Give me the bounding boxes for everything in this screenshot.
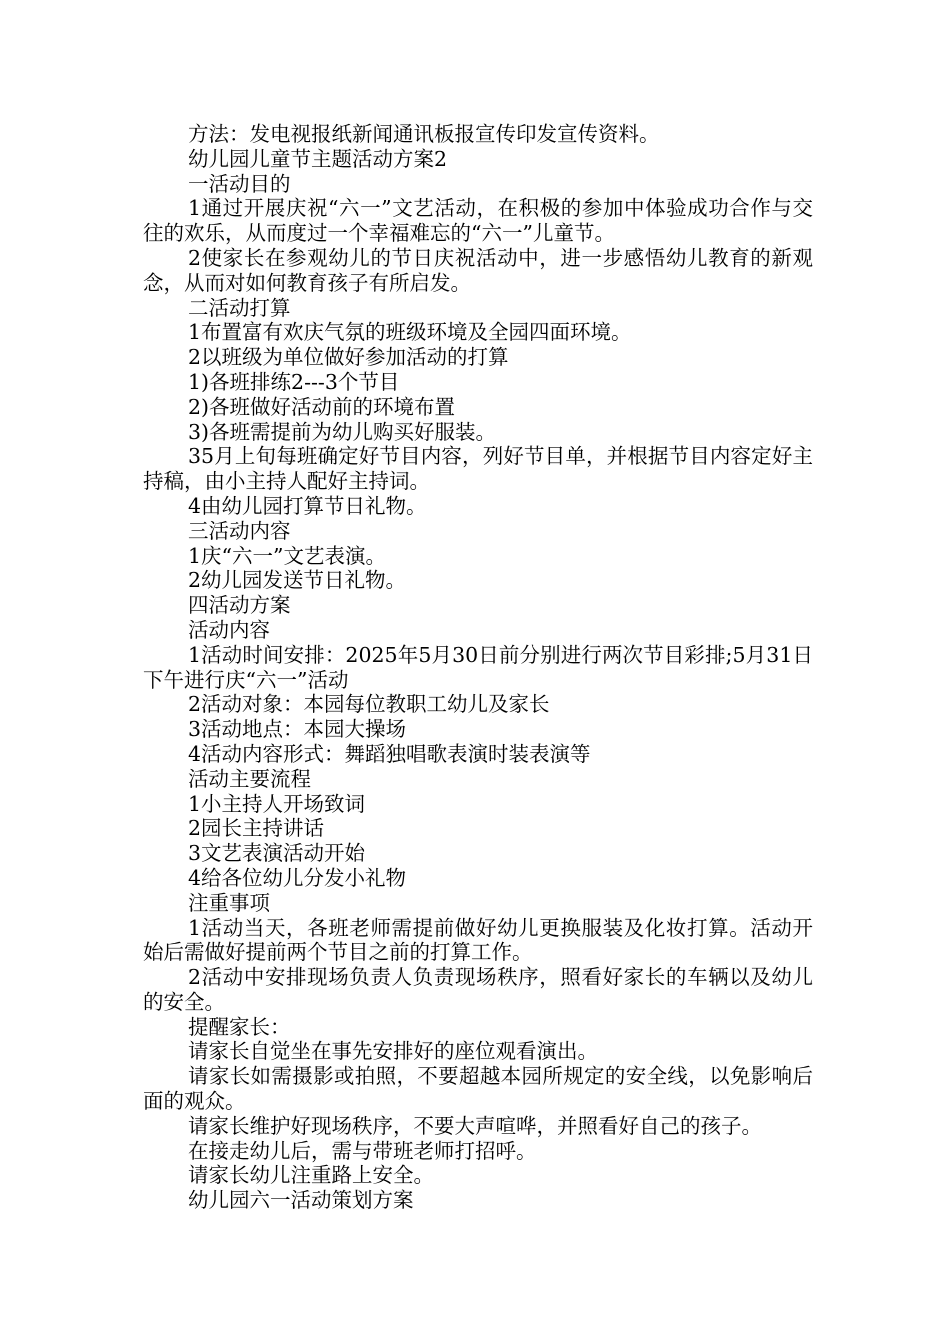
paragraph: 1庆“六一”文艺表演。 [188, 543, 387, 568]
section-heading: 三活动内容 [188, 518, 291, 543]
paragraph: 2活动对象：本园每位教职工幼儿及家长 [188, 692, 550, 717]
list-item: 2)各班做好活动前的环境布置 [188, 394, 456, 419]
subsection-heading: 注重事项 [188, 890, 270, 915]
paragraph: 1通过开展庆祝“六一”文艺活动，在积极的参加中体验成功合作与交往的欢乐，从而度过一个幸福难忘的“六一”儿童节。 [143, 196, 813, 246]
list-item: 2园长主持讲话 [188, 816, 325, 841]
paragraph: 2活动中安排现场负责人负责现场秩序，照看好家长的车辆以及幼儿的安全。 [143, 965, 813, 1014]
paragraph: 4活动内容形式：舞蹈独唱歌表演时装表演等 [188, 741, 591, 766]
subsection-heading: 活动内容 [188, 617, 270, 642]
paragraph: 方法：发电视报纸新闻通讯板报宣传印发宣传资料。 [188, 122, 660, 146]
paragraph: 在接走幼儿后，需与带班老师打招呼。 [188, 1138, 537, 1163]
list-item: 3文艺表演活动开始 [188, 841, 366, 866]
paragraph: 2幼儿园发送节日礼物。 [188, 568, 407, 593]
paragraph-heading: 幼儿园六一活动策划方案 [188, 1188, 414, 1213]
document-body [143, 122, 813, 1213]
paragraph: 请家长维护好现场秩序，不要大声喧哗，并照看好自己的孩子。 [188, 1113, 762, 1138]
paragraph: 1活动当天，各班老师需提前做好幼儿更换服装及化妆打算。活动开始后需做好提前两个节目之前的打算工作。 [143, 915, 813, 965]
paragraph: 请家长如需摄影或拍照，不要超越本园所规定的安全线，以免影响后面的观众。 [143, 1064, 813, 1114]
paragraph: 4由幼儿园打算节日礼物。 [188, 493, 427, 518]
subsection-heading: 提醒家长： [188, 1014, 291, 1039]
section-heading: 一活动目的 [188, 171, 291, 196]
section-heading: 四活动方案 [188, 593, 291, 618]
paragraph: 2以班级为单位做好参加活动的打算 [188, 345, 509, 370]
paragraph-heading: 幼儿园儿童节主题活动方案2 [188, 146, 448, 171]
section-heading: 二活动打算 [188, 295, 291, 320]
paragraph: 2使家长在参观幼儿的节日庆祝活动中，进一步感悟幼儿教育的新观念，从而对如何教育孩子有所启发。 [143, 245, 813, 295]
list-item: 1小主持人开场致词 [188, 791, 366, 816]
list-item: 1)各班排练2---3个节目 [188, 369, 400, 394]
list-item: 3)各班需提前为幼儿购买好服装。 [188, 419, 497, 444]
paragraph: 35月上旬每班确定好节目内容，列好节目单，并根据节目内容定好主持稿，由小主持人配好主持词。 [143, 444, 813, 494]
paragraph: 1活动时间安排：2025年5月30日前分别进行两次节目彩排;5月31日下午进行庆“六一”活动 [143, 642, 813, 692]
paragraph: 请家长幼儿注重路上安全。 [188, 1163, 434, 1188]
paragraph: 3活动地点：本园大操场 [188, 717, 407, 742]
subsection-heading: 活动主要流程 [188, 766, 311, 791]
paragraph: 1布置富有欢庆气氛的班级环境及全园四面环境。 [188, 320, 632, 345]
list-item: 4给各位幼儿分发小礼物 [188, 865, 407, 890]
paragraph: 请家长自觉坐在事先安排好的座位观看演出。 [188, 1039, 598, 1064]
